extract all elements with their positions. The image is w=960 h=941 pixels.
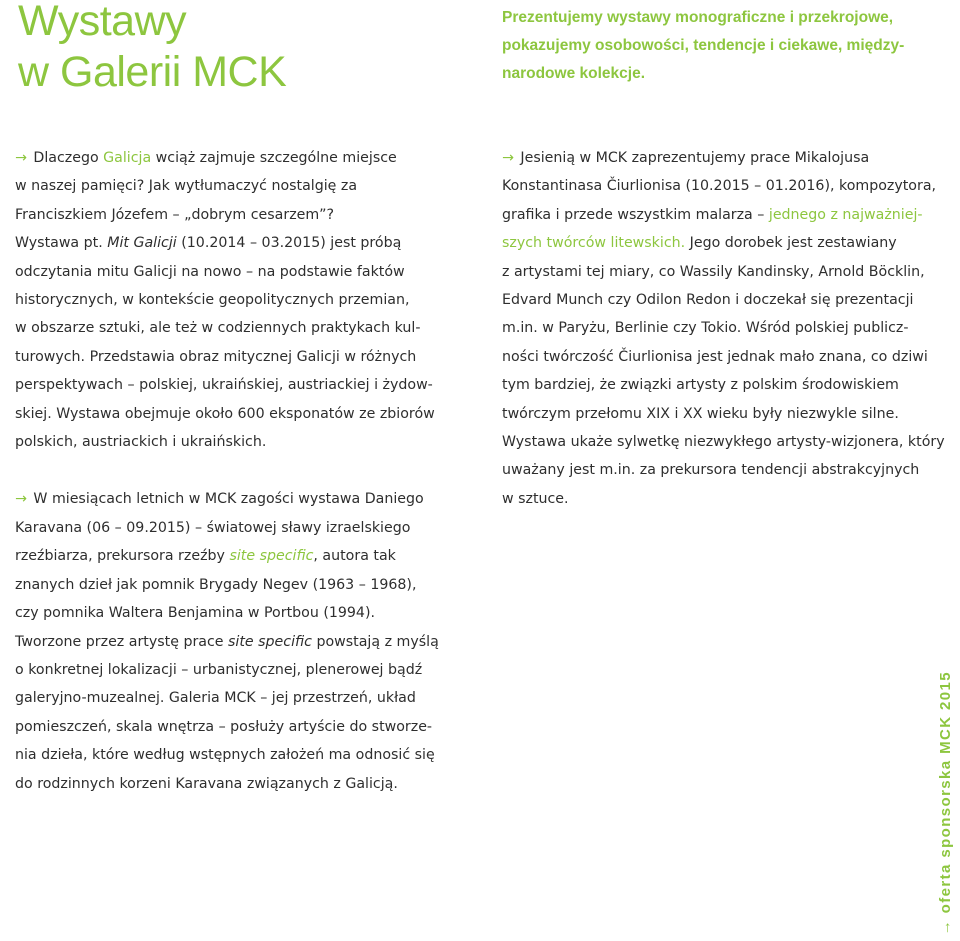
- text-run: pomieszczeń, skala wnętrza – posłuży artyście do stworze-: [15, 718, 433, 735]
- text-line: [502, 258, 952, 286]
- text-run: Jesienią w MCK zaprezentujemy prace Mikalojusa: [520, 150, 870, 166]
- text-run: odczytania mitu Galicji na nowo – na podstawie faktów: [15, 263, 405, 280]
- text-run: (10.2014 – 03.2015) jest próbą: [176, 235, 402, 252]
- text-line: [15, 684, 465, 712]
- text-run: W miesiącach letnich w MCK zagości wystawa Daniego: [33, 491, 424, 508]
- text-line: [15, 542, 465, 570]
- text-line: [15, 628, 465, 656]
- text-run: wciąż zajmuje szczególne miejsce: [151, 150, 397, 166]
- text-line: [15, 371, 465, 399]
- ciurlionis-exhibition-paragraph: [502, 144, 952, 513]
- text-line: [15, 599, 465, 627]
- text-line: [15, 172, 465, 200]
- text-line: [15, 144, 465, 172]
- text-run: Karavana (06 – 09.2015) – światowej sławy izraelskiego: [15, 519, 411, 536]
- text-line: [15, 286, 465, 314]
- highlighted-text: site specific: [228, 633, 312, 650]
- text-line: [502, 456, 952, 484]
- text-run: Wystawa ukaże sylwetkę niezwykłego artysty-wizjonera, który: [502, 434, 945, 451]
- highlighted-text: jednego z najważniej-: [768, 206, 923, 223]
- text-run: , autora tak: [313, 548, 396, 565]
- text-run: nia dzieła, które według wstępnych założeń ma odnosić się: [15, 747, 435, 764]
- text-run: z artystami tej miary, co Wassily Kandinsky, Arnold Böcklin,: [502, 263, 925, 280]
- highlighted-text: szych twórców litewskich.: [502, 235, 686, 252]
- text-line: [15, 258, 465, 286]
- text-run: uważany jest m.in. za prekursora tendencji abstrakcyjnych: [502, 462, 920, 479]
- text-run: znanych dzieł jak pomnik Brygady Negev (1963 – 1968),: [15, 576, 417, 593]
- text-run: Dlaczego: [33, 150, 104, 166]
- page-title: [18, 0, 286, 98]
- text-line: [15, 741, 465, 769]
- text-run: Wystawa pt.: [15, 235, 108, 252]
- text-line: [15, 485, 465, 513]
- text-line: [15, 428, 465, 456]
- left-column: [15, 144, 465, 827]
- text-run: ności twórczość Čiurlionisa jest jednak mało znana, co dziwi: [502, 348, 928, 365]
- text-line: [502, 286, 952, 314]
- intro-line: pokazujemy osobowości, tendencje i ciekawe, między-: [502, 37, 905, 54]
- sponsor-offer-label-text: oferta sponsorska MCK 2015: [937, 670, 954, 914]
- text-line: [502, 428, 952, 456]
- text-run: w sztuce.: [502, 490, 569, 507]
- arrow-right-icon: →: [502, 150, 514, 166]
- intro-line: narodowe kolekcje.: [502, 65, 645, 82]
- right-column: [502, 144, 952, 542]
- text-line: [502, 371, 952, 399]
- text-line: [15, 571, 465, 599]
- text-line: [15, 229, 465, 257]
- text-run: galeryjno-muzealnej. Galeria MCK – jej przestrzeń, układ: [15, 690, 416, 707]
- intro-text: [502, 4, 922, 88]
- karavan-exhibition-paragraph: [15, 485, 465, 797]
- arrow-right-icon: →: [937, 918, 954, 935]
- text-run: w obszarze sztuki, ale też w codziennych praktykach kul-: [15, 320, 421, 337]
- text-line: [502, 400, 952, 428]
- text-line: [502, 172, 952, 200]
- arrow-right-icon: →: [15, 150, 27, 166]
- text-run: historycznych, w kontekście geopolitycznych przemian,: [15, 292, 410, 309]
- text-run: Franciszkiem Józefem – „dobrym cesarzem”?: [15, 206, 335, 223]
- text-run: skiej. Wystawa obejmuje około 600 eksponatów ze zbiorów: [15, 405, 435, 422]
- highlighted-text: site specific: [229, 548, 314, 565]
- text-line: [502, 229, 952, 257]
- text-line: [15, 770, 465, 798]
- text-line: [15, 514, 465, 542]
- text-run: tym bardziej, że związki artysty z polskim środowiskiem: [502, 377, 899, 394]
- highlighted-text: Galicja: [103, 150, 152, 166]
- text-run: turowych. Przedstawia obraz mitycznej Galicji w różnych: [15, 348, 417, 365]
- text-line: [502, 485, 952, 513]
- text-run: Jego dorobek jest zestawiany: [685, 235, 897, 252]
- text-run: Konstantinasa Čiurlionisa (10.2015 – 01.2016), kompozytora,: [502, 178, 937, 195]
- text-run: do rodzinnych korzeni Karavana związanych z Galicją.: [15, 775, 398, 792]
- text-run: o konkretnej lokalizacji – urbanistycznej, plenerowej bądź: [15, 661, 423, 678]
- text-line: [15, 314, 465, 342]
- text-run: perspektywach – polskiej, ukraińskiej, austriackiej i żydow-: [15, 377, 433, 394]
- text-line: [15, 713, 465, 741]
- galicja-exhibition-paragraph: [15, 144, 465, 456]
- text-run: polskich, austriackich i ukraińskich.: [15, 434, 267, 451]
- text-line: [15, 656, 465, 684]
- text-line: [502, 314, 952, 342]
- text-line: [502, 343, 952, 371]
- text-line: [15, 400, 465, 428]
- text-run: Edvard Munch czy Odilon Redon i doczekał się prezentacji: [502, 292, 914, 309]
- text-line: [502, 144, 952, 172]
- text-line: [15, 201, 465, 229]
- text-run: grafika i przede wszystkim malarza –: [502, 206, 769, 223]
- page-title-line-2: w Galerii MCK: [18, 48, 287, 96]
- text-run: powstają z myślą: [311, 633, 439, 650]
- text-line: [502, 201, 952, 229]
- text-run: rzeźbiarza, prekursora rzeźby: [15, 548, 230, 565]
- sponsor-offer-side-label: [937, 671, 954, 935]
- text-run: m.in. w Paryżu, Berlinie czy Tokio. Wśród polskiej publicz-: [502, 320, 909, 337]
- text-run: Tworzone przez artystę prace: [15, 633, 229, 650]
- page-title-line-1: Wystawy: [18, 0, 187, 45]
- arrow-right-icon: →: [15, 491, 27, 508]
- text-run: w naszej pamięci? Jak wytłumaczyć nostalgię za: [15, 178, 358, 195]
- highlighted-text: Mit Galicji: [107, 235, 177, 252]
- text-line: [15, 343, 465, 371]
- intro-line: Prezentujemy wystawy monograficzne i przekrojowe,: [502, 9, 894, 26]
- text-run: twórczym przełomu XIX i XX wieku były niezwykle silne.: [502, 405, 899, 422]
- text-run: czy pomnika Waltera Benjamina w Portbou (1994).: [15, 605, 376, 622]
